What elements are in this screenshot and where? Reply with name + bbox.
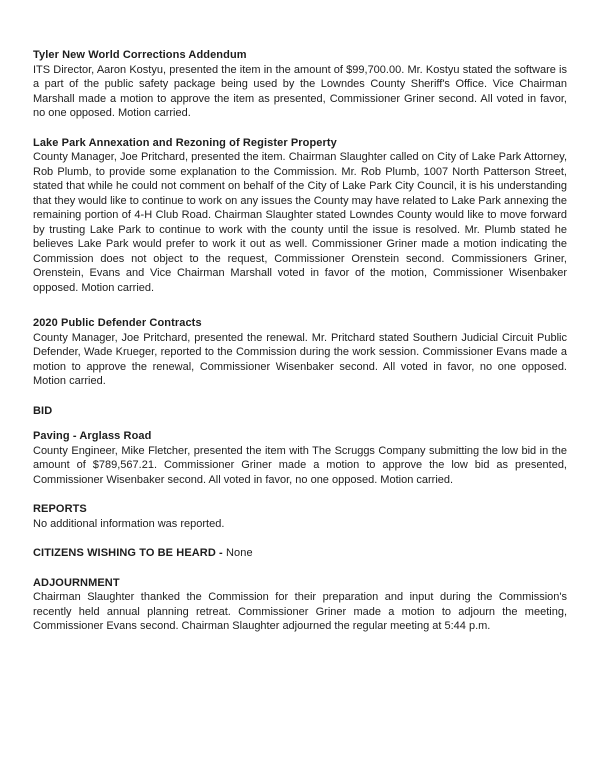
section-heading-text: BID <box>33 404 53 417</box>
section-heading-text: 2020 Public Defender Contracts <box>33 317 202 329</box>
section-paragraph: County Engineer, Mike Fletcher, presented the item with The Scruggs Company submitting the low bid in the amount of $789,567.21. Commissioner Griner made a motion to approve the low bid as presented, Commissioner Wisenbaker second. All voted in favor, no one opposed. Motion carried. <box>33 444 567 486</box>
section-heading-text: Lake Park Annexation and Rezoning of Register Property <box>33 136 337 149</box>
section-heading-text: Tyler New World Corrections Addendum <box>33 49 247 61</box>
document-sections <box>33 48 567 634</box>
section-paragraph: ITS Director, Aaron Kostyu, presented the item in the amount of $99,700.00. Mr. Kostyu stated the software is a part of the public safety package being used by the Lowndes County Sheriff's Office. Vice Chairman Marshall made a motion to approve the item as presented, Commissioner Griner second. All voted in favor, no one opposed. Motion carried. <box>33 63 567 119</box>
document-section <box>33 546 567 561</box>
document-section <box>33 576 567 634</box>
section-heading <box>33 404 567 419</box>
document-section <box>33 502 567 531</box>
section-heading <box>33 429 567 444</box>
document-section <box>33 316 567 389</box>
section-paragraph: Chairman Slaughter thanked the Commission for their preparation and input during the Commission's recently held annual planning retreat. Commissioner Griner made a motion to adjourn the meeting, Commissioner Evans second. Chairman Slaughter adjourned the regular meeting at 5:44 p.m. <box>33 591 567 632</box>
section-heading <box>33 48 567 63</box>
section-heading-text: ADJOURNMENT <box>33 576 120 589</box>
section-heading-text: Paving - Arglass Road <box>33 430 152 442</box>
document-section <box>33 429 567 487</box>
section-heading <box>33 136 567 151</box>
section-heading <box>33 546 567 561</box>
section-heading <box>33 576 567 591</box>
section-heading-text: CITIZENS WISHING TO BE HEARD - <box>33 547 223 559</box>
section-heading-text: REPORTS <box>33 503 87 515</box>
section-heading-suffix: None <box>225 547 253 559</box>
section-paragraph: County Manager, Joe Pritchard, presented the item. Chairman Slaughter called on City of Lake Park Attorney, Rob Plumb, to provide some explanation to the Commission. Mr. Rob Plumb, 1007 North Patterson Street, stated that while he could not comment on behalf of the City of Lake Park City Council, it is his understanding that they would like to continue to work on any issues the County may have related to Lake Park annexing the remaining portion of 4-H Club Road. Chairman Slaughter stated Lowndes County would like to move forward by trusting Lake Park to continue to work with the county until the issue is resolved. Mr. Plumb stated he believes Lake Park would prefer to work it out as well. Commissioner Griner made a motion indicating the Commission does not object to the request, Commissioner Orenstein second. Commissioners Griner, Orenstein, Evans and Vice Chairman Marshall voted in favor of the motion, Commissioner Wisenbaker opposed. Motion carried. <box>33 151 567 294</box>
section-paragraph: County Manager, Joe Pritchard, presented the renewal. Mr. Pritchard stated Southern Judicial Circuit Public Defender, Wade Krueger, reported to the Commission during the work session. Commissioner Evans made a motion to approve the renewal, Commissioner Wisenbaker second. All voted in favor, no one opposed. Motion carried. <box>33 331 567 387</box>
section-heading <box>33 502 567 517</box>
document-section <box>33 404 567 419</box>
document-section <box>33 48 567 121</box>
document-section <box>33 136 567 296</box>
section-paragraph: No additional information was reported. <box>33 517 225 530</box>
section-heading <box>33 316 567 331</box>
